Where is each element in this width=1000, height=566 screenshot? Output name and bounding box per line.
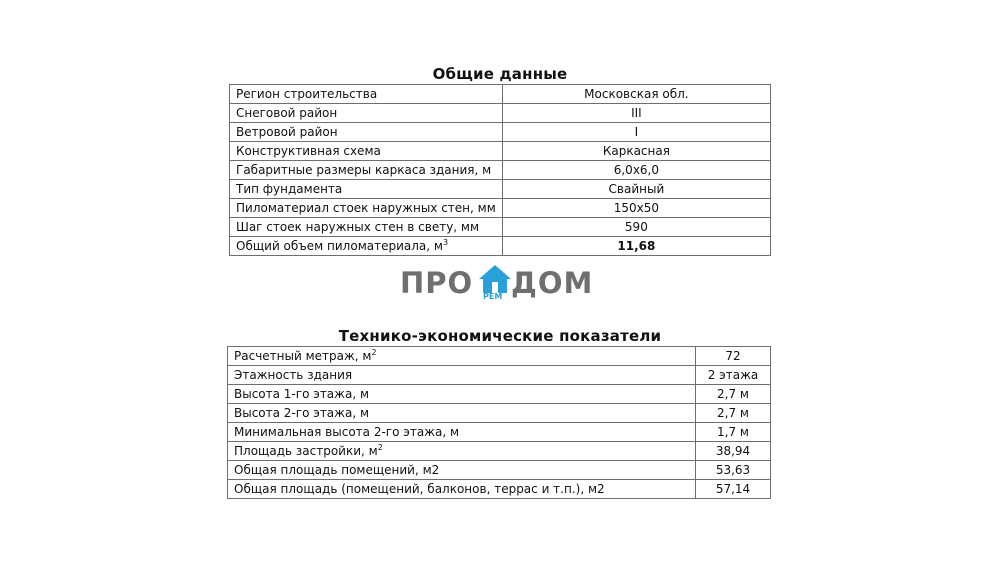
row-label-sup: 2 xyxy=(371,348,377,357)
table-row xyxy=(230,199,771,218)
row-value: Каркасная xyxy=(502,142,770,161)
row-value: I xyxy=(502,123,770,142)
row-value: 2,7 м xyxy=(696,404,771,423)
row-value: 11,68 xyxy=(502,237,770,256)
row-value: 38,94 xyxy=(696,442,771,461)
row-label: Шаг стоек наружных стен в свету, мм xyxy=(230,218,503,237)
pro-rem-dom-logo xyxy=(400,262,600,306)
row-value: 2 этажа xyxy=(696,366,771,385)
row-label: Конструктивная схема xyxy=(230,142,503,161)
row-label-sup: 3 xyxy=(442,238,449,247)
logo-text-left: ПРО xyxy=(400,266,474,300)
row-label: Габаритные размеры каркаса здания, м xyxy=(230,161,503,180)
logo-text-right: ДОМ xyxy=(511,266,594,300)
row-label-text: Площадь застройки, м xyxy=(234,444,378,458)
table-row xyxy=(230,104,771,123)
table-row xyxy=(228,385,771,404)
table-row xyxy=(230,85,771,104)
table-row xyxy=(228,423,771,442)
row-label: Пиломатериал стоек наружных стен, мм xyxy=(230,199,503,218)
tech-econ-table xyxy=(227,346,771,499)
table-row xyxy=(230,237,771,256)
row-label xyxy=(228,442,696,461)
row-label-text: Расчетный метраж, м xyxy=(234,349,372,363)
row-label: Высота 2-го этажа, м xyxy=(228,404,696,423)
row-label: Тип фундамента xyxy=(230,180,503,199)
row-value: 72 xyxy=(696,347,771,366)
row-label: Общая площадь (помещений, балконов, террас и т.п.), м2 xyxy=(228,480,696,499)
row-label: Минимальная высота 2-го этажа, м xyxy=(228,423,696,442)
row-value: 150x50 xyxy=(502,199,770,218)
row-value: III xyxy=(502,104,770,123)
table-row xyxy=(230,218,771,237)
row-label: Этажность здания xyxy=(228,366,696,385)
general-data-table xyxy=(229,84,771,256)
row-value: 2,7 м xyxy=(696,385,771,404)
row-label: Высота 1-го этажа, м xyxy=(228,385,696,404)
table-row xyxy=(228,461,771,480)
row-label xyxy=(228,347,696,366)
row-label: Снеговой район xyxy=(230,104,503,123)
row-label xyxy=(230,237,503,256)
row-value: 53,63 xyxy=(696,461,771,480)
table-row xyxy=(230,161,771,180)
row-label: Ветровой район xyxy=(230,123,503,142)
table-row xyxy=(230,123,771,142)
tech-econ-title: Технико-экономические показатели xyxy=(338,327,662,345)
row-value: Московская обл. xyxy=(502,85,770,104)
logo-subtext: РЕМ xyxy=(483,292,503,301)
table-row xyxy=(230,180,771,199)
row-value: Свайный xyxy=(502,180,770,199)
table-row xyxy=(230,142,771,161)
row-label-text: Общий объем пиломатериала, м xyxy=(236,239,443,253)
table-row xyxy=(228,480,771,499)
house-icon xyxy=(478,264,512,294)
row-value: 57,14 xyxy=(696,480,771,499)
table-row xyxy=(228,347,771,366)
row-label-sup: 2 xyxy=(377,443,383,452)
row-value: 6,0x6,0 xyxy=(502,161,770,180)
table-row xyxy=(228,366,771,385)
general-data-title: Общие данные xyxy=(432,65,568,83)
table-row xyxy=(228,442,771,461)
row-label: Регион строительства xyxy=(230,85,503,104)
row-value: 1,7 м xyxy=(696,423,771,442)
table-row xyxy=(228,404,771,423)
row-label: Общая площадь помещений, м2 xyxy=(228,461,696,480)
row-value: 590 xyxy=(502,218,770,237)
